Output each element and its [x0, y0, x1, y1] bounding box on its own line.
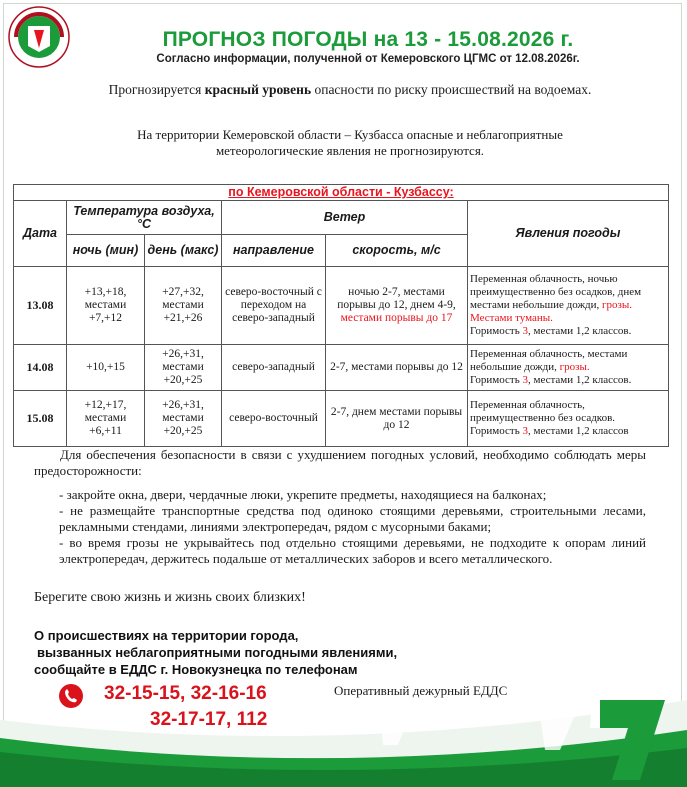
list-item: - во время грозы не укрывайтесь под отдельно стоящими деревьями, не подходите к опорам линий электропередач, держитесь подальше от металлических заборов и всего металлического. [59, 535, 646, 566]
header-temperature: Температура воздуха, °С [67, 201, 222, 235]
header-speed: скорость, м/с [326, 235, 468, 267]
care-message: Берегите свою жизнь и жизнь своих близких! [34, 590, 306, 605]
table-row: 13.08 +13,+18, местами +7,+12 +27,+32, местами +21,+26 северо-восточный с переходом на северо-западный ночью 2-7, местами порывы до 12, днем 4-9, местами порывы до 17 Переменная облачность, ночью преимущественно без осадков, днем местами небольшие дожди, грозы. Местами туманы. Горимость 3, местами 1,2 классов. [14, 267, 669, 345]
page-subtitle: Согласно информации, полученной от Кемеровского ЦГМС от 12.08.2026г. [156, 53, 580, 65]
forecast-table [13, 184, 669, 447]
region-note: На территории Кемеровской области – Кузбасса опасные и неблагоприятные метеорологические явления не прогнозируются. [137, 127, 563, 158]
safety-measures [34, 447, 646, 567]
header-phenomena: Явления погоды [468, 201, 669, 267]
header-wind: Ветер [222, 201, 468, 235]
list-item: - закройте окна, двери, чердачные люки, укрепите предметы, находящиеся на балконах; [59, 487, 547, 502]
list-item: - не размещайте транспортные средства под одиноко стоящими деревьями, строительными лесами, рекламными стендами, линиями электропередач, рядом с мусорными баками; [59, 503, 646, 534]
table-region: по Кемеровской области - Кузбассу: [14, 185, 669, 201]
header-date: Дата [14, 201, 67, 267]
danger-level-notice: Прогнозируется красный уровень опасности по риску происшествий на водоемах. [108, 82, 592, 97]
header-direction: направление [222, 235, 326, 267]
phone-icon [58, 683, 84, 709]
phone-numbers-line2[interactable]: 32-17-17, 112 [150, 709, 268, 730]
table-row: 14.08 +10,+15 +26,+31, местами +20,+25 северо-западный 2-7, местами порывы до 12 Переменная облачность, местами небольшие дожди, грозы. Горимость 3, местами 1,2 классов. [14, 345, 669, 391]
report-notice: О происшествиях на территории города, вызванных неблагоприятными погодными явлениями, сообщайте в ЕДДС г. Новокузнецка по телефонам [34, 628, 398, 677]
measures-intro: Для обеспечения безопасности в связи с ухудшением погодных условий, необходимо соблюдать меры предосторожности: [34, 447, 646, 478]
phone-numbers-line1[interactable]: 32-15-15, 32-16-16 [104, 683, 267, 704]
table-row: 15.08 +12,+17, местами +6,+11 +26,+31, местами +20,+25 северо-восточный 2-7, днем местами порывы до 12 Переменная облачность, преимущественно без осадков. Горимость 3, местами 1,2 классов [14, 391, 669, 447]
danger-level: красный уровень [204, 82, 312, 97]
header-day: день (макс) [145, 235, 222, 267]
header-night: ночь (мин) [67, 235, 145, 267]
duty-officer-label: Оперативный дежурный ЕДДС [334, 683, 508, 698]
page-title: ПРОГНОЗ ПОГОДЫ на 13 - 15.08.2026 г. [162, 28, 574, 51]
emergency-service-logo [8, 6, 70, 68]
